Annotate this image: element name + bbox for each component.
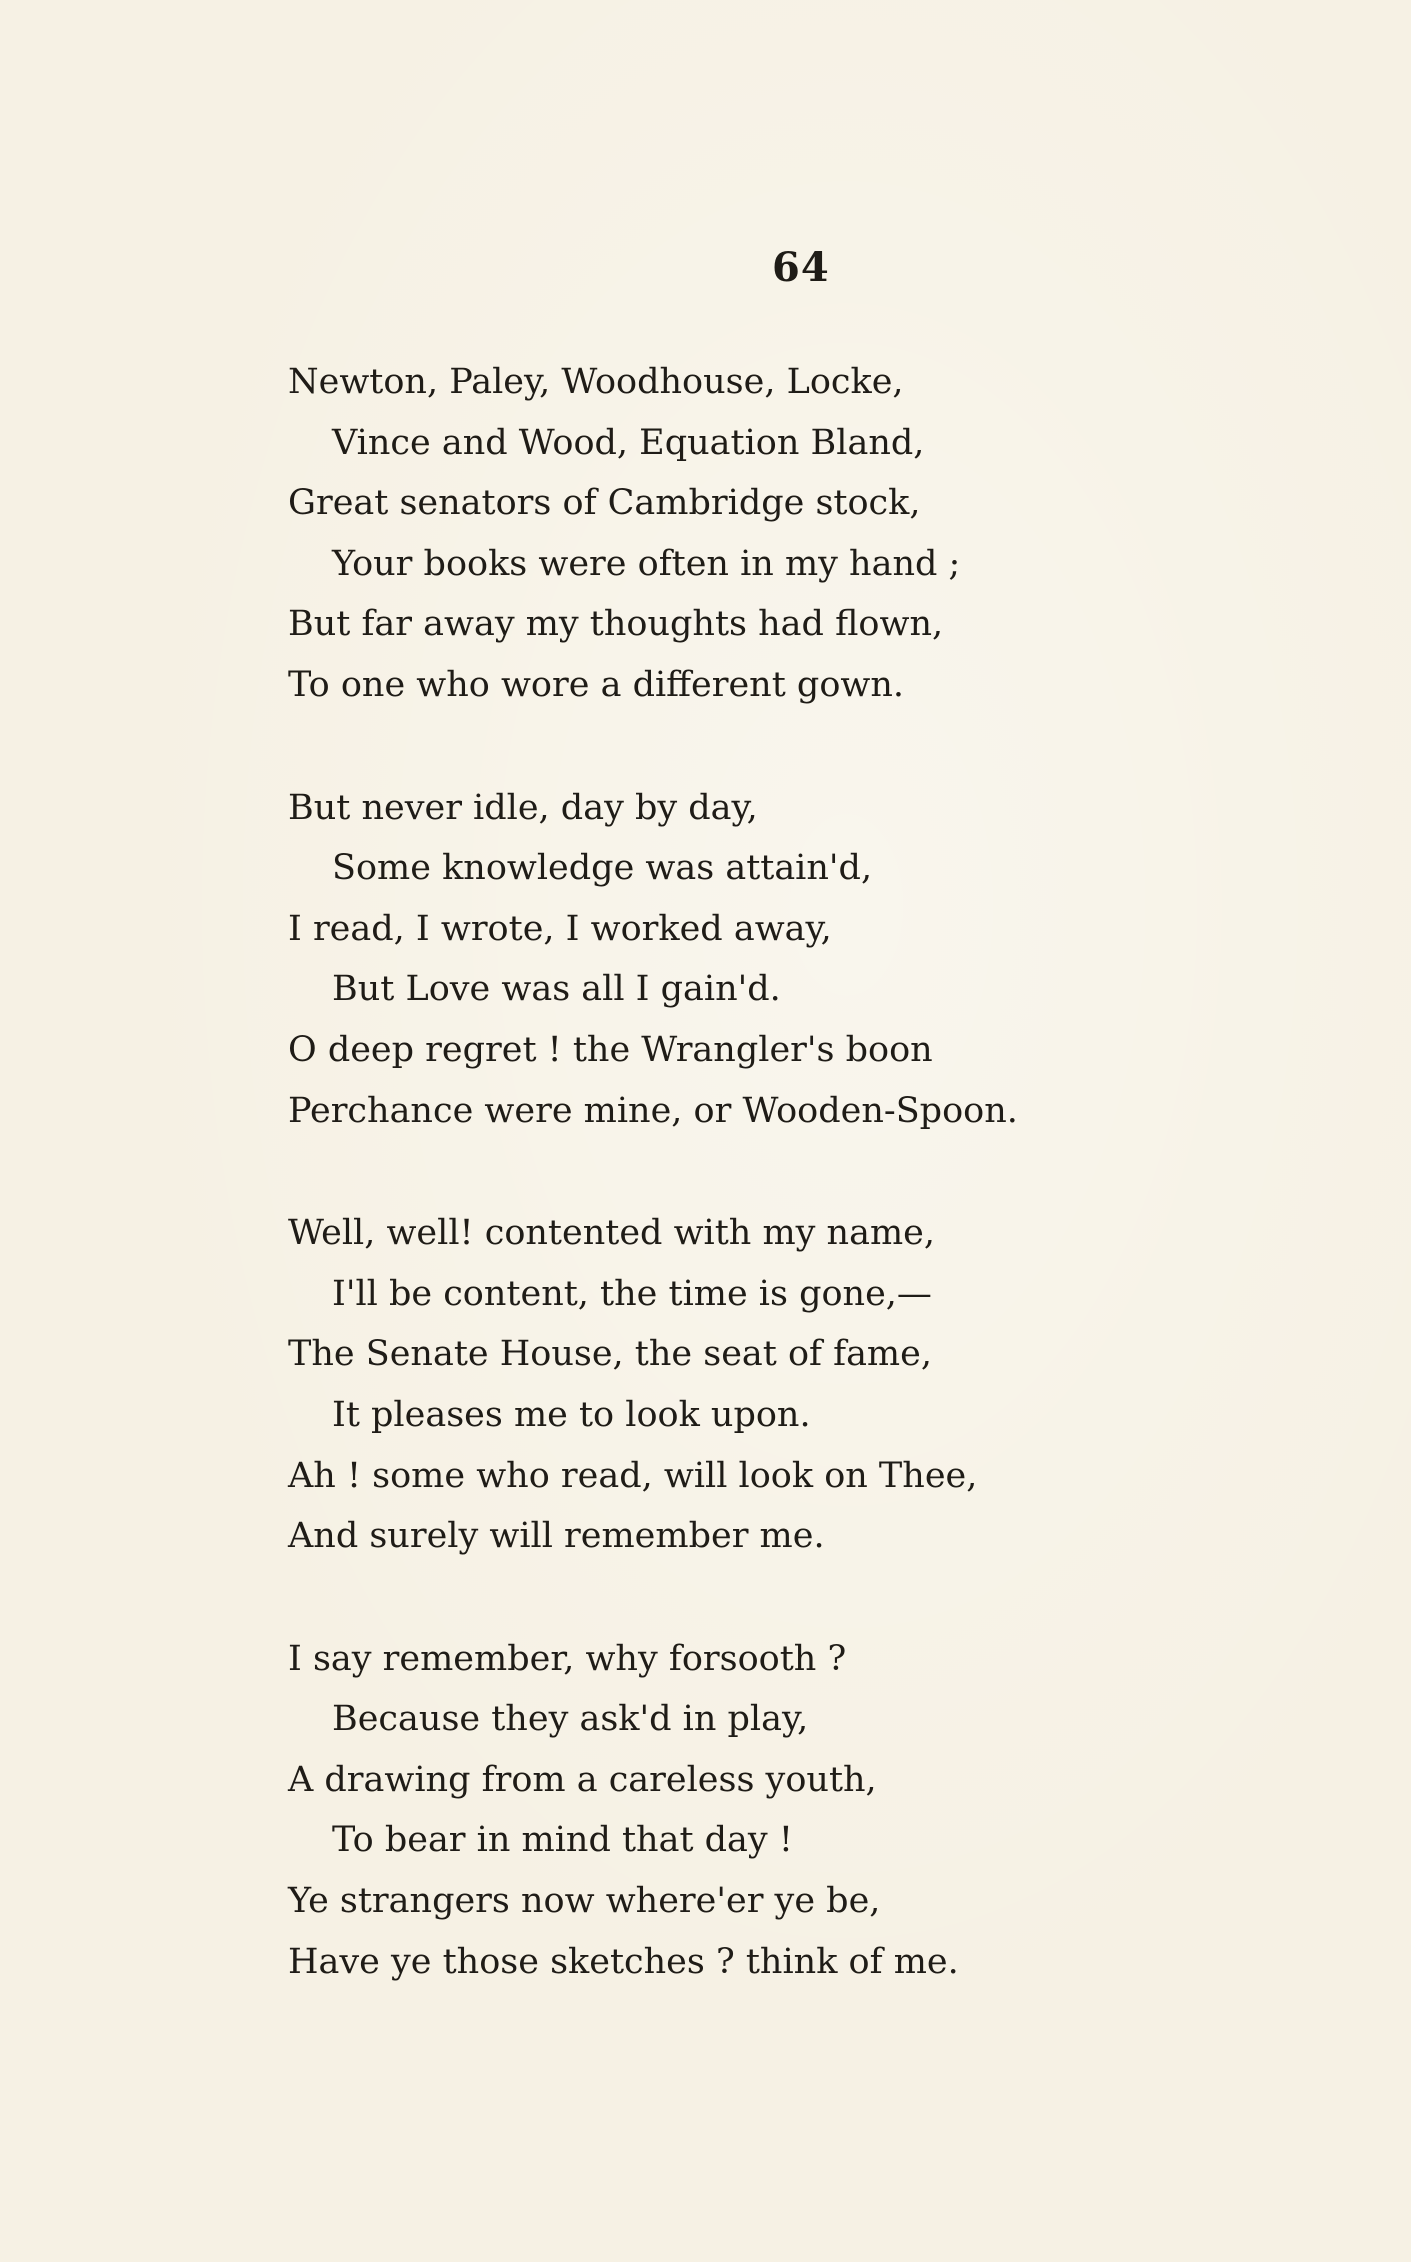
poem-line: But far away my thoughts had flown, bbox=[288, 604, 944, 645]
stanza-1 bbox=[288, 352, 1108, 716]
poem-line: But Love was all I gain'd. bbox=[332, 969, 781, 1010]
poem-line: Vince and Wood, Equation Bland, bbox=[332, 422, 925, 463]
poem-line: To bear in mind that day ! bbox=[332, 1820, 793, 1861]
stanza-3 bbox=[288, 1203, 1108, 1567]
poem-line: I read, I wrote, I worked away, bbox=[288, 908, 832, 949]
poem-line: Have ye those sketches ? think of me. bbox=[288, 1941, 959, 1982]
poem-line: Ye strangers now where'er ye be, bbox=[288, 1881, 881, 1922]
poem-line: Ah ! some who read, will look on Thee, bbox=[288, 1455, 978, 1496]
poem-line: Newton, Paley, Woodhouse, Locke, bbox=[288, 362, 904, 402]
poem-line: Your books were often in my hand ; bbox=[332, 543, 961, 584]
page-number: 64 bbox=[772, 244, 830, 291]
poem-line: But never idle, day by day, bbox=[288, 787, 758, 828]
poem-line: It pleases me to look upon. bbox=[332, 1394, 811, 1435]
poem-line: Well, well! contented with my name, bbox=[288, 1213, 935, 1254]
poem-line: Great senators of Cambridge stock, bbox=[288, 483, 921, 524]
poem-line: I say remember, why forsooth ? bbox=[288, 1638, 847, 1679]
stanza-2 bbox=[288, 778, 1108, 1142]
poem-line: O deep regret ! the Wrangler's boon bbox=[288, 1029, 933, 1070]
poem bbox=[288, 352, 1108, 2054]
stanza-4 bbox=[288, 1629, 1108, 1993]
poem-line: To one who wore a different gown. bbox=[288, 664, 905, 705]
poem-line: And surely will remember me. bbox=[288, 1516, 825, 1557]
poem-line: The Senate House, the seat of fame, bbox=[288, 1334, 932, 1375]
poem-line: Some knowledge was attain'd, bbox=[332, 848, 873, 889]
poem-line: Because they ask'd in play, bbox=[332, 1699, 809, 1740]
poem-line: I'll be content, the time is gone,— bbox=[332, 1273, 932, 1314]
poem-line: A drawing from a careless youth, bbox=[288, 1759, 877, 1800]
poem-line: Perchance were mine, or Wooden-Spoon. bbox=[288, 1090, 1018, 1131]
